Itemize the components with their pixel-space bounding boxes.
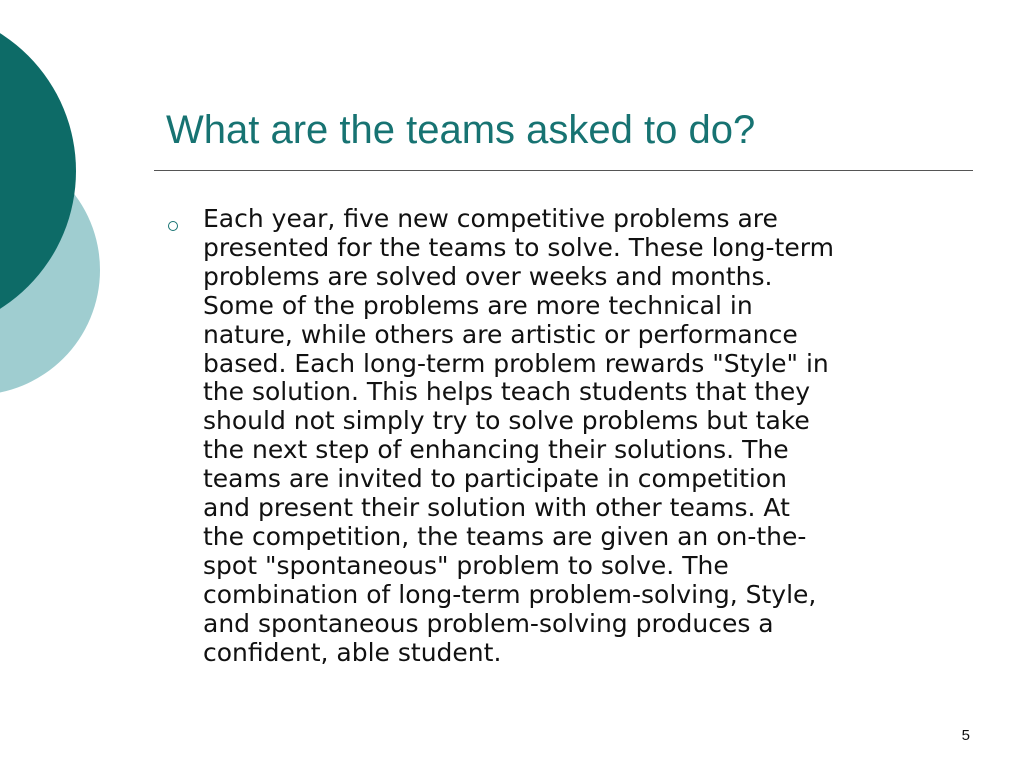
title-divider <box>154 170 973 171</box>
bullet-item <box>160 205 975 668</box>
slide-title: What are the teams asked to do? <box>166 108 756 152</box>
slide-body <box>160 205 975 668</box>
bullet-text: Each year, five new competitive problems are presented for the teams to solve. These long-term problems are solved over weeks and months. Some of the problems are more technical in nature, while others are artistic or performance based. Each long-term problem rewards "Style" in the solution. This helps teach students that they should not simply try to solve problems but take the next step of enhancing their solutions. The teams are invited to participate in competition and present their solution with other teams. At the competition, the teams are given an on-the- spot "spontaneous" problem to solve. The combination of long-term problem-solving, Style, and spontaneous problem-solving produces a confident, able student. <box>203 204 834 667</box>
hollow-circle-bullet-icon <box>168 221 178 231</box>
slide-number: 5 <box>961 727 970 744</box>
